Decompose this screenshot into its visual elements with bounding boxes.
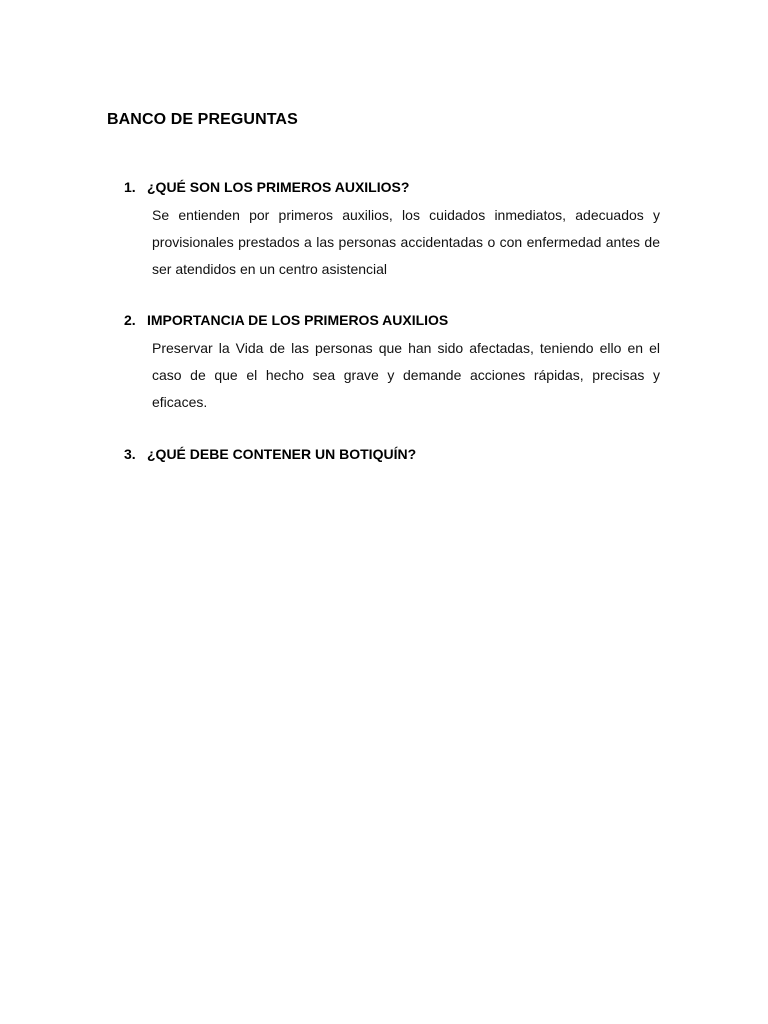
- question-text: IMPORTANCIA DE LOS PRIMEROS AUXILIOS: [147, 312, 449, 328]
- question-item: [124, 445, 660, 463]
- question-number: 2.: [124, 312, 136, 328]
- question-heading: [124, 445, 660, 463]
- question-text: ¿QUÉ DEBE CONTENER UN BOTIQUÍN?: [147, 446, 417, 462]
- question-heading: [124, 178, 660, 196]
- question-answer: Se entienden por primeros auxilios, los cuidados inmediatos, adecuados y provisionales prestados a las personas accidentadas o con enfermedad antes de ser atendidos en un centro asistencial: [152, 207, 660, 277]
- question-number: 1.: [124, 179, 136, 195]
- question-number: 3.: [124, 446, 136, 462]
- question-heading: [124, 311, 660, 329]
- question-answer: Preservar la Vida de las personas que han sido afectadas, teniendo ello en el caso de que el hecho sea grave y demande acciones rápidas, precisas y eficaces.: [152, 340, 660, 410]
- document-title: BANCO DE PREGUNTAS: [107, 111, 298, 128]
- question-text: ¿QUÉ SON LOS PRIMEROS AUXILIOS?: [147, 179, 410, 195]
- question-item: [124, 311, 660, 416]
- question-item: [124, 178, 660, 283]
